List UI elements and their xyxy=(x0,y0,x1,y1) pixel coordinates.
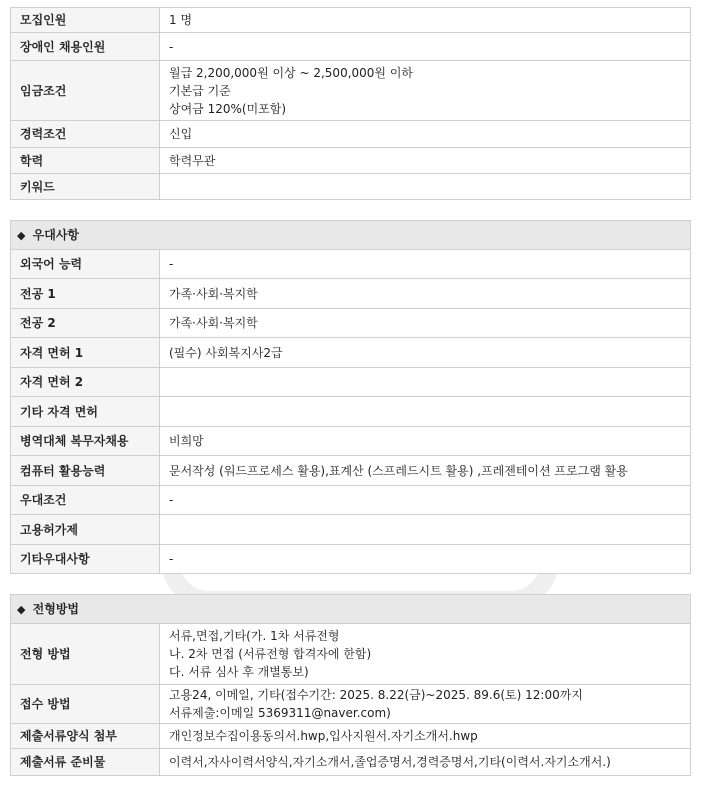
table-row xyxy=(11,624,691,685)
value-line: 문서작성 (워드프로세스 활용),표계산 (스프레드시트 활용) ,프레젠테이션 프로그램 활용 xyxy=(169,463,628,478)
value-line: - xyxy=(169,39,174,54)
value-line: 다. 서류 심사 후 개별통보) xyxy=(169,665,309,679)
row-label: 전공 1 xyxy=(11,279,160,309)
basic-info-body xyxy=(11,8,691,200)
row-value xyxy=(160,624,691,685)
preference-heading-text: 우대사항 xyxy=(32,228,80,242)
row-value xyxy=(160,749,691,776)
table-row xyxy=(11,456,691,486)
row-value xyxy=(160,368,691,397)
row-label: 우대조건 xyxy=(11,486,160,515)
table-row xyxy=(11,515,691,545)
row-value xyxy=(160,250,691,279)
row-value xyxy=(160,397,691,427)
table-row xyxy=(11,148,691,174)
row-value xyxy=(160,486,691,515)
selection-table xyxy=(10,623,691,776)
selection-body xyxy=(11,624,691,776)
table-row xyxy=(11,486,691,515)
row-label: 전공 2 xyxy=(11,309,160,338)
table-row xyxy=(11,8,691,33)
row-label: 모집인원 xyxy=(11,8,160,33)
diamond-bullet-icon: ◆ xyxy=(17,229,26,242)
value-line: 월급 2,200,000원 이상 ~ 2,500,000원 이하 xyxy=(169,65,414,80)
row-value xyxy=(160,427,691,456)
selection-heading-text: 전형방법 xyxy=(32,602,80,616)
row-label: 컴퓨터 활용능력 xyxy=(11,456,160,486)
diamond-bullet-icon: ◆ xyxy=(17,603,26,616)
row-value xyxy=(160,148,691,174)
row-value xyxy=(160,456,691,486)
value-line: 가족·사회·복지학 xyxy=(169,316,258,330)
value-line xyxy=(169,521,681,539)
row-label: 접수 방법 xyxy=(11,685,160,724)
value-line: 비희망 xyxy=(169,434,204,448)
value-line xyxy=(169,178,681,196)
row-value xyxy=(160,338,691,368)
row-label: 기타 자격 면허 xyxy=(11,397,160,427)
row-label: 제출서류 준비물 xyxy=(11,749,160,776)
value-line: 고용24, 이메일, 기타(접수기간: 2025. 8.22(금)~2025. 89.6(토) 12:00까지 xyxy=(169,688,583,702)
row-value xyxy=(160,174,691,200)
selection-section-heading xyxy=(10,594,691,624)
row-value xyxy=(160,61,691,121)
table-row xyxy=(11,427,691,456)
row-label: 고용허가제 xyxy=(11,515,160,545)
row-value xyxy=(160,545,691,574)
value-line xyxy=(169,403,681,421)
value-line: 신입 xyxy=(169,127,193,141)
table-row xyxy=(11,33,691,61)
table-row xyxy=(11,279,691,309)
value-line: - xyxy=(169,257,174,271)
value-line: 나. 2차 면접 (서류전형 합격자에 한함) xyxy=(169,647,372,661)
value-line: 학력무관 xyxy=(169,153,216,168)
table-row xyxy=(11,338,691,368)
row-value xyxy=(160,33,691,61)
value-line: 이력서,자사이력서양식,자기소개서,졸업증명서,경력증명서,기타(이력서.자기소개서.) xyxy=(169,755,611,769)
row-value xyxy=(160,515,691,545)
row-label: 장애인 채용인원 xyxy=(11,33,160,61)
row-label: 전형 방법 xyxy=(11,624,160,685)
table-row xyxy=(11,685,691,724)
row-value xyxy=(160,121,691,148)
value-line: - xyxy=(169,552,174,566)
table-row xyxy=(11,121,691,148)
basic-info-table xyxy=(10,7,691,200)
value-line: 상여금 120%(미포함) xyxy=(169,101,287,116)
table-row xyxy=(11,724,691,749)
value-line: 1 명 xyxy=(169,13,193,27)
row-label: 병역대체 복무자채용 xyxy=(11,427,160,456)
row-label: 제출서류양식 첨부 xyxy=(11,724,160,749)
table-row xyxy=(11,174,691,200)
value-line: (필수) 사회복지사2급 xyxy=(169,345,283,360)
row-label: 기타우대사항 xyxy=(11,545,160,574)
row-label: 자격 면허 1 xyxy=(11,338,160,368)
row-label: 학력 xyxy=(11,148,160,174)
row-label: 경력조건 xyxy=(11,121,160,148)
table-row xyxy=(11,749,691,776)
table-row xyxy=(11,397,691,427)
preference-body xyxy=(11,250,691,574)
row-label: 자격 면허 2 xyxy=(11,368,160,397)
row-value xyxy=(160,685,691,724)
row-label: 임금조건 xyxy=(11,61,160,121)
value-line: 기본급 기준 xyxy=(169,83,231,98)
value-line xyxy=(169,373,681,391)
preference-table xyxy=(10,249,691,574)
row-value xyxy=(160,724,691,749)
table-row xyxy=(11,545,691,574)
row-value xyxy=(160,309,691,338)
table-row xyxy=(11,368,691,397)
table-row xyxy=(11,61,691,121)
row-label: 외국어 능력 xyxy=(11,250,160,279)
value-line: 서류제출:이메일 5369311@naver.com) xyxy=(169,706,391,720)
value-line: - xyxy=(169,493,174,507)
table-row xyxy=(11,309,691,338)
value-line: 가족·사회·복지학 xyxy=(169,286,258,301)
row-label: 키워드 xyxy=(11,174,160,200)
table-row xyxy=(11,250,691,279)
row-value xyxy=(160,8,691,33)
row-value xyxy=(160,279,691,309)
preference-section-heading xyxy=(10,220,691,250)
value-line: 개인정보수집이용동의서.hwp,입사지원서.자기소개서.hwp xyxy=(169,729,478,743)
value-line: 서류,면접,기타(가. 1차 서류전형 xyxy=(169,629,340,643)
